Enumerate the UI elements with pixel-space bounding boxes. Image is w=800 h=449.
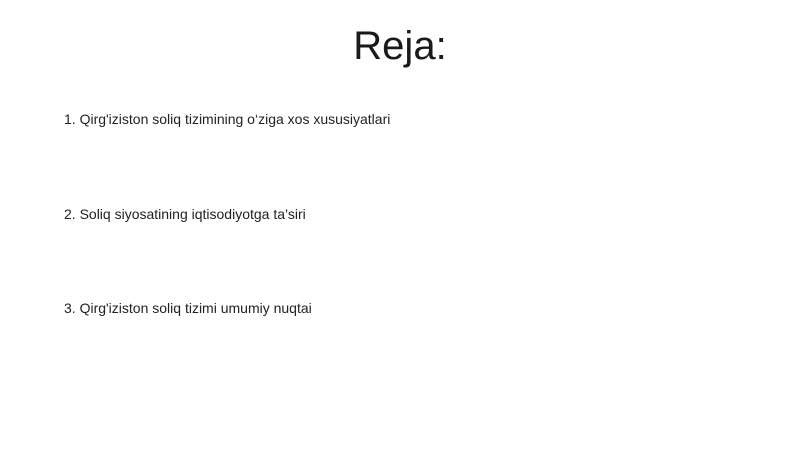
plan-item-3: 3. Qirg'iziston soliq tizimi umumiy nuqtai — [64, 300, 312, 316]
plan-item-2: 2. Soliq siyosatining iqtisodiyotga ta’siri — [64, 206, 306, 222]
slide-title: Reja: — [353, 24, 447, 68]
plan-item-1: 1. Qirg'iziston soliq tizimining o‘ziga xos xususiyatlari — [64, 111, 391, 127]
